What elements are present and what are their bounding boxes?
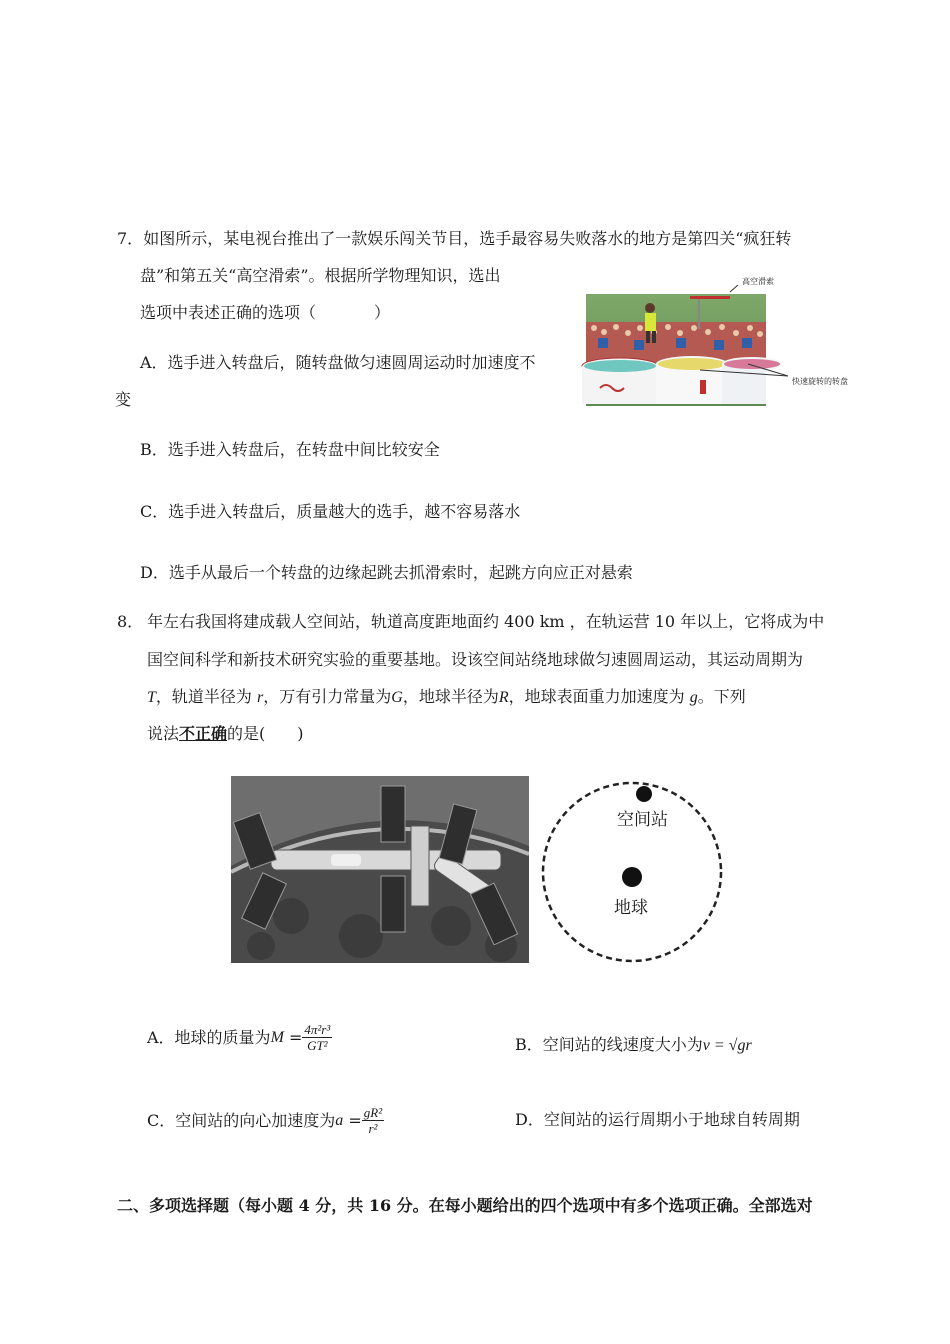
q7-label-turntable: 快速旋转的转盘	[792, 377, 848, 386]
symbol-g: g	[689, 689, 698, 706]
symbol-r: r	[257, 689, 264, 706]
q7-stem-line3: 选项中表述正确的选项（ ）	[140, 303, 391, 322]
q7-option-d: D．选手从最后一个转盘的边缘起跳去抓滑索时，起跳方向应正对悬索	[140, 563, 633, 582]
symbol-a: a	[335, 1112, 344, 1129]
q8-stem-line2: 国空间科学和新技术研究实验的重要基地。设该空间站绕地球做匀速圆周运动，其运动周期为	[147, 650, 804, 669]
q8-stem-line3: T，轨道半径为 r，万有引力常量为G，地球半径为R，地球表面重力加速度为 g。下列	[147, 687, 746, 706]
label-space-station: 空间站	[617, 810, 668, 830]
q8-option-a: A．地球的质量为M = $\frac{\text{4π²r³}}{\text{GT²}}$	[147, 1022, 331, 1053]
q7-stem-line2: 盘”和第五关“高空滑索”。根据所学物理知识，选出	[140, 266, 501, 285]
q8-option-d: D．空间站的运行周期小于地球自转周期	[515, 1110, 800, 1129]
q7-figure	[580, 272, 870, 412]
fraction-earth-mass: $\frac{\text{4π²r³}}{\text{GT²}}$	[304, 1022, 331, 1053]
q8-option-b: B．空间站的线速度大小为v = √gr	[515, 1035, 752, 1054]
section-2-heading: 二、多项选择题（每小题 4 分，共 16 分。在每小题给出的四个选项中有多个选项正确。全部选对	[117, 1196, 813, 1215]
q8-option-c: C．空间站的向心加速度为a = $\frac{\text{gR²}}{\text{r²}}$	[147, 1105, 383, 1136]
q7-option-c: C．选手进入转盘后，质量越大的选手，越不容易落水	[140, 502, 521, 521]
q7-option-a-line2: 变	[115, 390, 132, 409]
q8-space-station-photo	[231, 776, 529, 963]
q7-stem-line1: 如图所示，某电视台推出了一款娱乐闯关节目，选手最容易失败落水的地方是第四关“疯狂转	[143, 229, 792, 248]
q7-number: 7．	[117, 229, 144, 248]
symbol-T: T	[147, 689, 156, 706]
q8-number: 8．	[117, 612, 144, 631]
q7-option-b: B．选手进入转盘后，在转盘中间比较安全	[140, 440, 440, 459]
emphasis-not-correct: 不正确	[179, 724, 228, 743]
space-station-dot	[636, 786, 652, 802]
label-earth: 地球	[614, 898, 648, 918]
symbol-G: G	[391, 689, 403, 706]
q7-option-a-line1: A．选手进入转盘后，随转盘做匀速圆周运动时加速度不	[140, 353, 536, 372]
q8-stem-line4: 说法不正确的是( )	[147, 724, 304, 743]
q7-label-zipline: 高空滑索	[742, 277, 774, 286]
q7-photo	[580, 272, 870, 412]
symbol-M: M	[270, 1029, 284, 1046]
fraction-centripetal-acceleration: $\frac{\text{gR²}}{\text{r²}}$	[363, 1105, 383, 1136]
earth-dot	[622, 867, 642, 887]
symbol-R: R	[498, 689, 509, 706]
formula-linear-velocity: v = √gr	[702, 1037, 752, 1054]
q8-stem-line1: 年左右我国将建成载人空间站，轨道高度距地面约 400 km ，在轨运营 10 年以上，它将成为中	[147, 612, 825, 631]
